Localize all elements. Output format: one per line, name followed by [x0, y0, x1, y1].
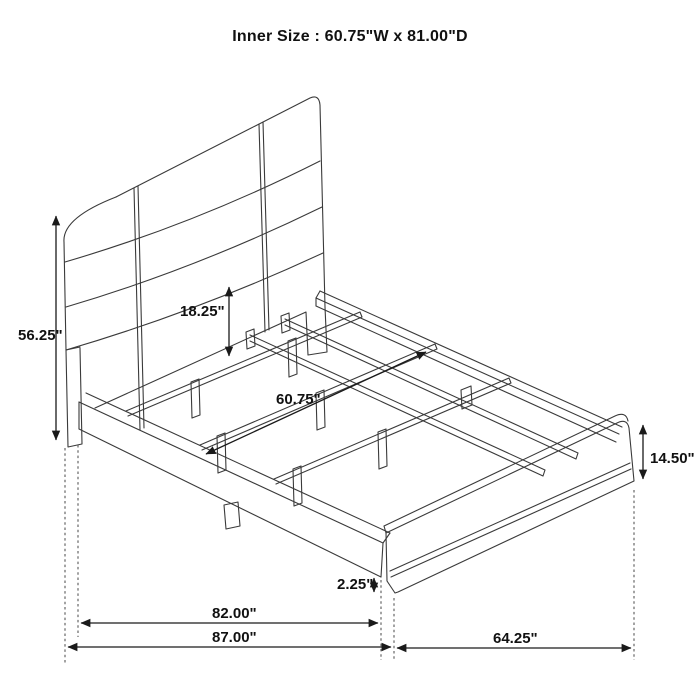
headboard-clearance-label: 18.25" — [180, 303, 225, 320]
footboard-width-label: 64.25" — [493, 630, 538, 647]
headboard-band-line — [65, 161, 320, 262]
slat-leg — [378, 429, 387, 469]
slat — [126, 312, 362, 416]
slat-leg — [217, 433, 226, 473]
footboard-height-label: 14.50" — [650, 450, 695, 467]
rail-leg — [224, 502, 240, 529]
slat-leg — [191, 379, 200, 418]
inner-width-label: 60.75" — [276, 391, 321, 408]
footboard-trim-line — [391, 469, 631, 577]
footboard-trim-line — [390, 463, 630, 571]
inner-length-label: 82.00" — [212, 605, 257, 622]
extension-lines — [65, 445, 634, 663]
slat-leg — [288, 338, 297, 377]
rail-bottom-edge — [79, 429, 381, 577]
slat-leg — [293, 466, 302, 506]
headboard-band-line — [66, 207, 322, 307]
page-title: Inner Size : 60.75"W x 81.00"D — [232, 28, 468, 45]
front-side-rail — [79, 393, 390, 577]
footboard-left-cap — [384, 526, 386, 533]
rail-edge — [316, 298, 619, 434]
back-side-rail — [316, 291, 622, 442]
headboard-left-profile — [64, 197, 116, 447]
headboard-height-label: 56.25" — [18, 327, 63, 344]
overall-depth-label: 87.00" — [212, 629, 257, 646]
headboard-outline — [95, 97, 327, 408]
rail-edge — [320, 291, 622, 427]
footboard — [384, 414, 634, 593]
rail-floor-gap-label: 2.25" — [337, 576, 374, 593]
rail-end-cap — [381, 533, 390, 577]
cross-slats — [126, 312, 511, 506]
headboard-band-line — [66, 253, 323, 350]
rail-edge — [316, 306, 616, 442]
rail-top-front-edge — [79, 402, 383, 543]
